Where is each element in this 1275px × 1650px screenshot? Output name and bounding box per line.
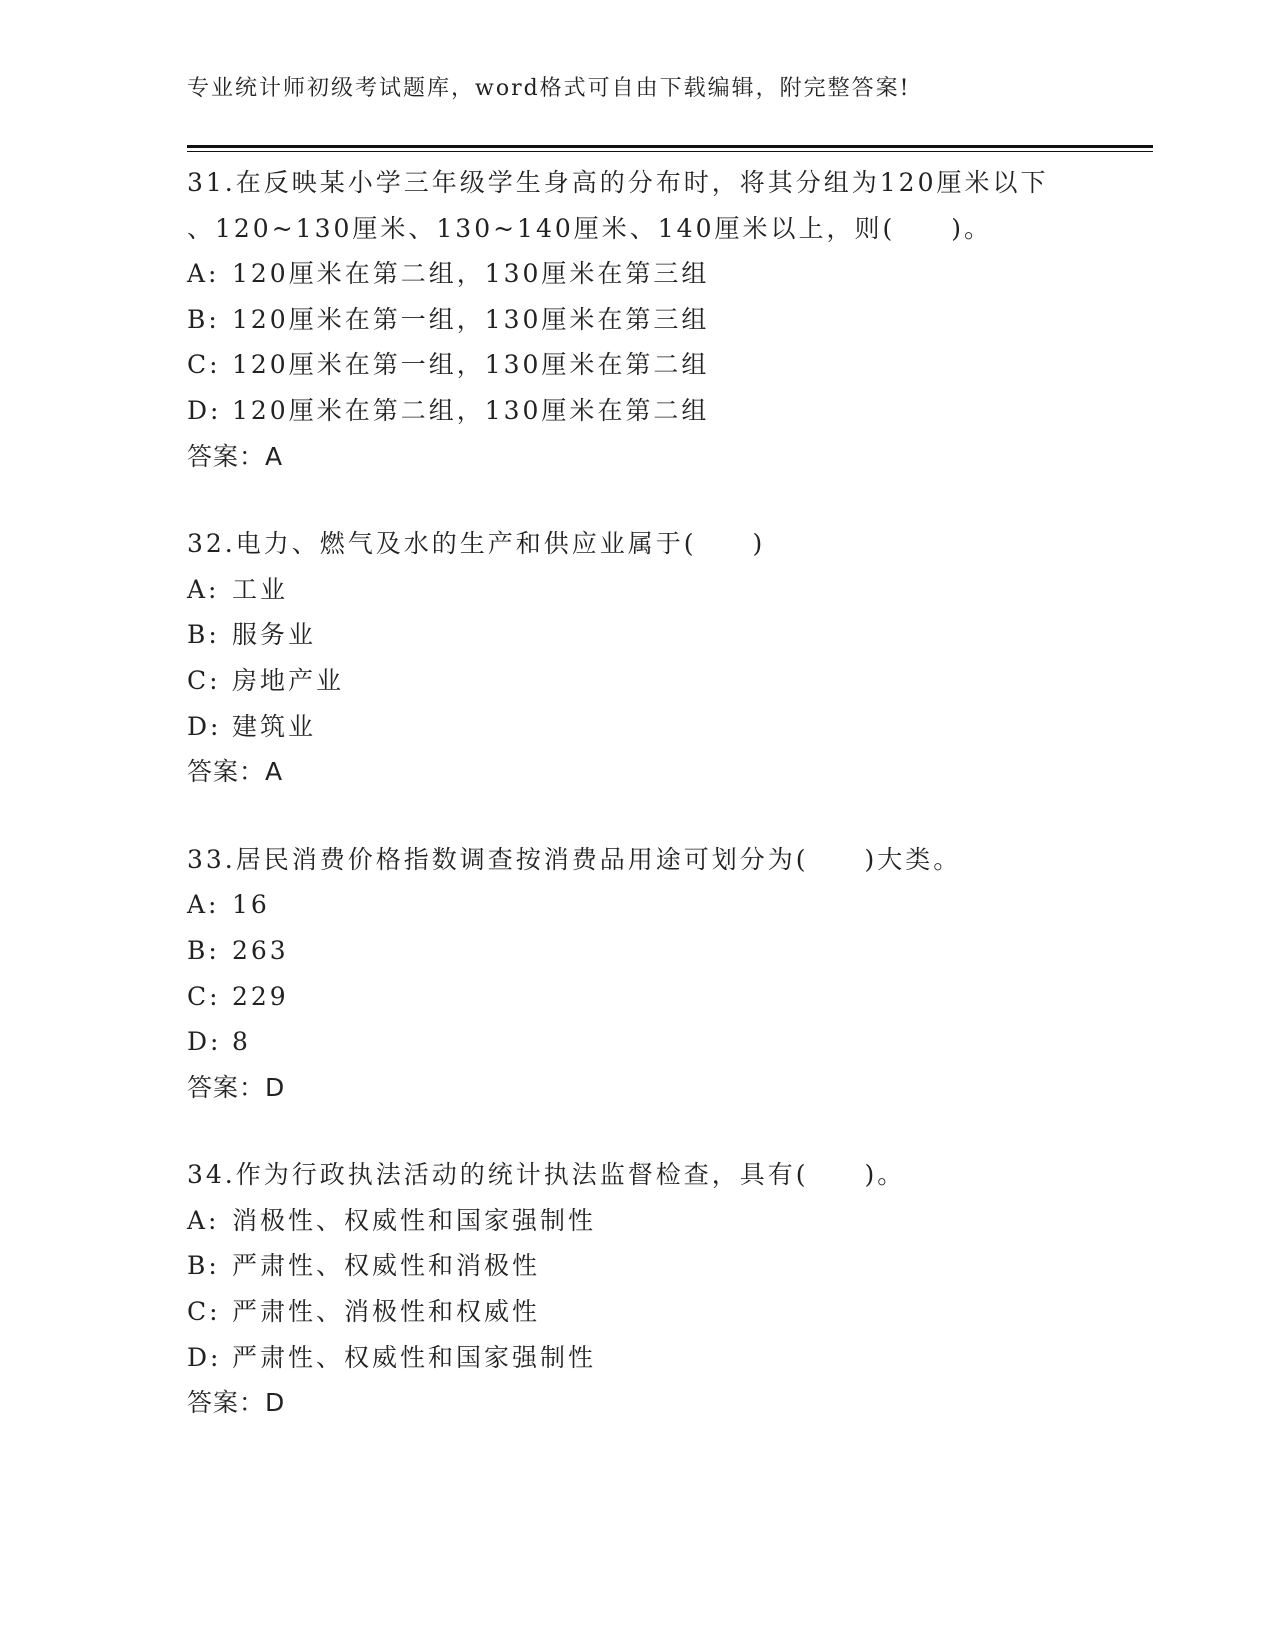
option-d: [187, 704, 1153, 750]
question-33: [187, 837, 1153, 1111]
question-34: [187, 1152, 1153, 1426]
option-b: [187, 1243, 1153, 1289]
question-31: [187, 160, 1153, 479]
option-c: [187, 1289, 1153, 1335]
option-b: [187, 297, 1153, 343]
option-letter: D:: [187, 1342, 222, 1372]
question-32: [187, 521, 1153, 795]
option-text: 房地产业: [232, 665, 345, 695]
answer-line: 答案：D: [187, 1072, 286, 1102]
option-d: [187, 388, 1153, 434]
question-list: [187, 160, 1153, 1426]
header-rule-thin: [187, 151, 1153, 152]
question-stem-line: 34.作为行政执法活动的统计执法监督检查，具有( )。: [187, 1160, 906, 1190]
option-letter: B:: [187, 304, 220, 334]
option-letter: C:: [187, 665, 221, 695]
option-text: 120厘米在第一组，130厘米在第二组: [232, 350, 710, 380]
option-letter: A:: [187, 890, 220, 920]
option-letter: A:: [187, 1205, 220, 1235]
option-text: 120厘米在第二组，130厘米在第二组: [232, 395, 710, 425]
header-rule-thick: [187, 145, 1153, 148]
option-letter: D:: [187, 395, 222, 425]
option-text: 严肃性、权威性和消极性: [232, 1251, 541, 1281]
option-text: 建筑业: [232, 711, 317, 741]
option-text: 严肃性、消极性和权威性: [232, 1297, 541, 1327]
question-stem-line: 33.居民消费价格指数调查按消费品用途可划分为( )大类。: [187, 844, 962, 874]
option-d: [187, 1335, 1153, 1381]
option-a: [187, 882, 1153, 928]
question-stem-line: 31.在反映某小学三年级学生身高的分布时，将其分组为120厘米以下: [187, 168, 1049, 197]
option-text: 严肃性、权威性和国家强制性: [232, 1342, 597, 1372]
option-letter: B:: [187, 935, 220, 965]
option-b: [187, 928, 1153, 974]
option-text: 消极性、权威性和国家强制性: [232, 1205, 597, 1235]
option-b: [187, 612, 1153, 658]
option-text: 120厘米在第一组，130厘米在第三组: [232, 304, 710, 334]
option-letter: A:: [187, 259, 220, 289]
question-stem-line: 、120~130厘米、130~140厘米、140厘米以上，则( )。: [187, 213, 992, 243]
option-a: [187, 251, 1153, 297]
option-letter: B:: [187, 1251, 220, 1281]
option-text: 120厘米在第二组，130厘米在第三组: [232, 259, 710, 289]
option-d: [187, 1019, 1153, 1065]
option-letter: D:: [187, 711, 222, 741]
option-text: 工业: [232, 574, 289, 604]
option-letter: D:: [187, 1027, 222, 1057]
option-text: 8: [232, 1027, 251, 1057]
option-text: 229: [232, 981, 289, 1011]
option-c: [187, 974, 1153, 1020]
option-c: [187, 342, 1153, 388]
answer-line: 答案：A: [187, 757, 284, 787]
option-letter: C:: [187, 981, 221, 1011]
page-header: 专业统计师初级考试题库，word格式可自由下载编辑，附完整答案!: [187, 76, 911, 101]
option-letter: A:: [187, 574, 220, 604]
answer-line: 答案：D: [187, 1388, 286, 1418]
option-letter: C:: [187, 1297, 221, 1327]
option-a: [187, 567, 1153, 613]
option-letter: C:: [187, 350, 221, 380]
option-a: [187, 1198, 1153, 1244]
answer-line: 答案：A: [187, 441, 284, 471]
option-letter: B:: [187, 620, 220, 650]
option-text: 服务业: [232, 620, 317, 650]
option-text: 263: [232, 935, 289, 965]
option-c: [187, 658, 1153, 704]
question-stem-line: 32.电力、燃气及水的生产和供应业属于( ): [187, 529, 766, 559]
option-text: 16: [232, 890, 270, 920]
